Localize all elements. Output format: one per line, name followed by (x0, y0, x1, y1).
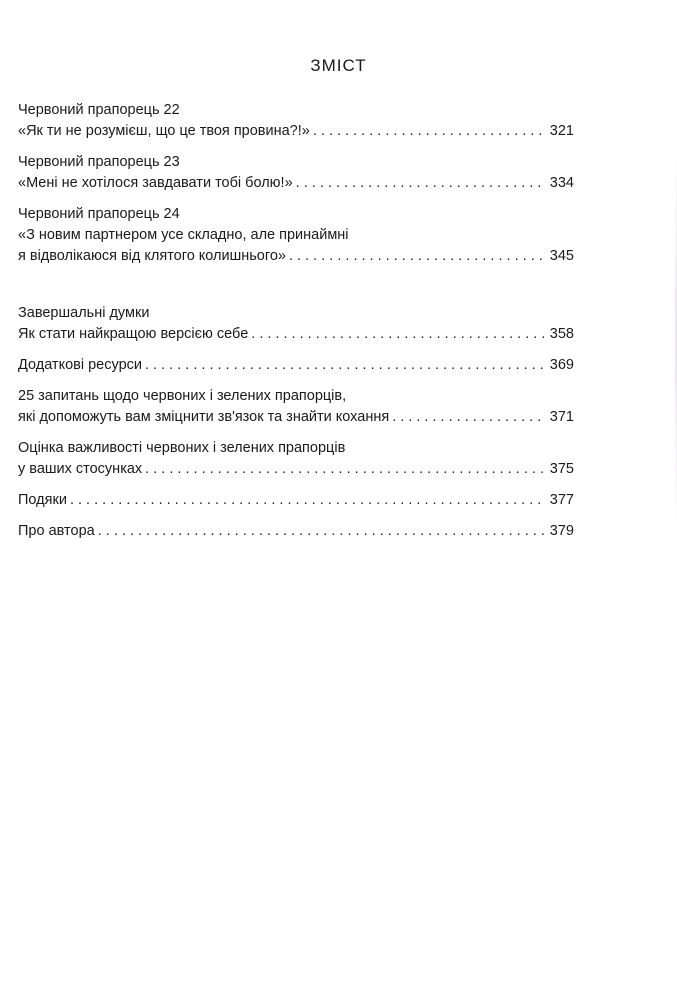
toc-entry-red-flag-22 (18, 100, 574, 142)
toc-entry-heading: Про автора (18, 523, 95, 539)
toc-entry-heading: Подяки (18, 492, 67, 508)
page-number: 371 (549, 409, 574, 425)
toc-entry-25-questions (18, 386, 574, 428)
toc-entry-final-thoughts (18, 303, 574, 345)
page-number: 379 (549, 523, 574, 539)
toc-entry-subtitle: «З новим партнером усе складно, але принаймні (18, 227, 349, 243)
dot-leader (98, 521, 546, 542)
toc-entry-heading-cont: у ваших стосунках (18, 461, 143, 477)
toc-entry-subtitle: «Як ти не розумієш, що це твоя провина?!» (18, 123, 310, 139)
page-title: ЗМІСТ (310, 56, 367, 75)
dot-leader (251, 324, 546, 345)
page-number: 334 (549, 175, 574, 191)
dot-leader (289, 246, 546, 267)
toc-entry-heading: Червоний прапорець 22 (18, 102, 180, 118)
dot-leader (392, 407, 546, 428)
page-number: 358 (549, 326, 574, 342)
toc-entry-acknowledgements (18, 490, 574, 511)
dot-leader (145, 355, 546, 376)
toc-entry-red-flag-23 (18, 152, 574, 194)
toc-entry-heading: Оцінка важливості червоних і зелених прапорців (18, 440, 346, 456)
toc-entry-heading-cont: які допоможуть вам зміцнити зв'язок та знайти кохання (18, 409, 390, 425)
page-number: 375 (549, 461, 574, 477)
page-number: 377 (549, 492, 574, 508)
dot-leader (70, 490, 546, 511)
toc-entry-heading: Червоний прапорець 23 (18, 154, 180, 170)
page-number: 321 (549, 123, 574, 139)
toc-entry-heading: Додаткові ресурси (18, 357, 142, 373)
toc-entry-heading: 25 запитань щодо червоних і зелених прапорців, (18, 388, 347, 404)
dot-leader (313, 121, 546, 142)
toc-entry-subtitle: Як стати найкращою версією себе (18, 326, 249, 342)
page-number: 369 (549, 357, 574, 373)
toc-entry-subtitle-cont: я відволікаюся від клятого колишнього» (18, 248, 286, 264)
table-of-contents (18, 100, 574, 542)
toc-entry-flag-importance (18, 438, 574, 480)
toc-entry-additional-resources (18, 355, 574, 376)
toc-entry-heading: Червоний прапорець 24 (18, 206, 180, 222)
toc-entry-red-flag-24 (18, 204, 574, 267)
toc-entry-heading: Завершальні думки (18, 305, 150, 321)
dot-leader (145, 459, 546, 480)
dot-leader (296, 173, 546, 194)
toc-entry-about-author (18, 521, 574, 542)
toc-entry-subtitle: «Мені не хотілося завдавати тобі болю!» (18, 175, 293, 191)
page-number: 345 (549, 248, 574, 264)
